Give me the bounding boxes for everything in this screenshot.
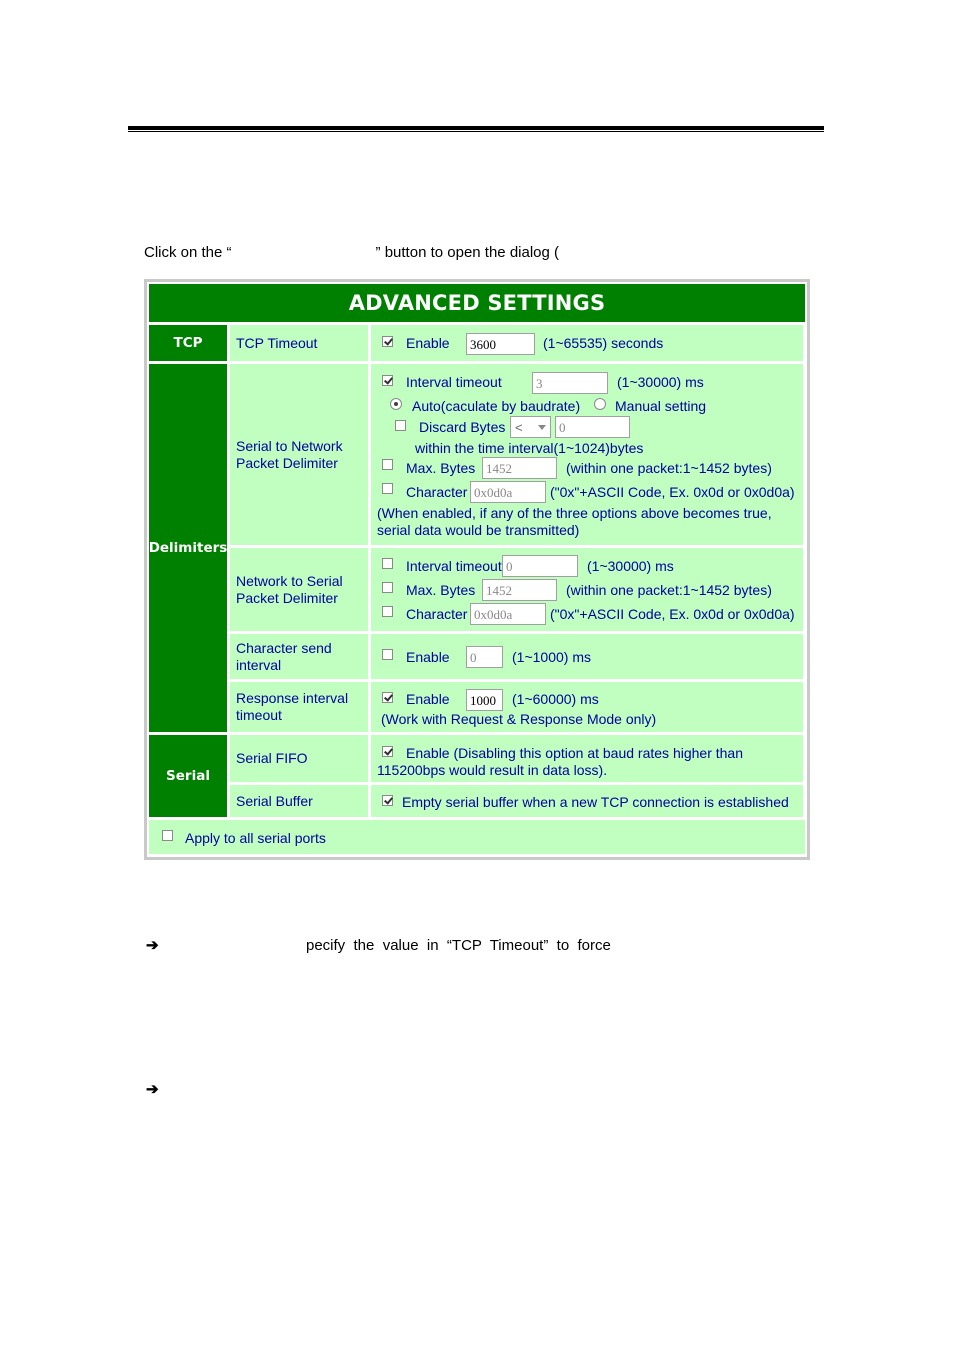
charsend-enable-label: Enable: [406, 649, 450, 665]
label-network-to-serial: Network to Serial Packet Delimiter: [230, 548, 368, 631]
s2n-character-checkbox[interactable]: [382, 483, 393, 494]
character-send-settings: [371, 634, 803, 679]
buffer-empty-checkbox[interactable]: [382, 795, 393, 806]
s2n-discard-label: Discard Bytes: [419, 419, 506, 435]
group-delimiters: Delimiters: [149, 364, 227, 732]
fifo-enable-checkbox[interactable]: [382, 746, 393, 757]
s2n-maxbytes-checkbox[interactable]: [382, 459, 393, 470]
s2n-interval-label: Interval timeout: [406, 374, 502, 390]
response-interval-settings: [371, 682, 803, 732]
s2n-character-input[interactable]: 0x0d0a: [470, 481, 546, 503]
resp-enable-checkbox[interactable]: [382, 692, 393, 703]
s2n-manual-radio[interactable]: [594, 398, 606, 410]
fifo-line2: 115200bps would result in data loss).: [377, 762, 608, 778]
n2s-interval-label: Interval timeout: [406, 558, 502, 574]
s2n-maxbytes-range: (within one packet:1~1452 bytes): [566, 460, 772, 476]
tcp-timeout-input[interactable]: 3600: [466, 333, 535, 355]
n2s-maxbytes-input[interactable]: 1452: [482, 579, 557, 601]
resp-input[interactable]: 1000: [466, 689, 503, 711]
s2n-interval-checkbox[interactable]: [382, 375, 393, 386]
s2n-character-note: ("0x"+ASCII Code, Ex. 0x0d or 0x0d0a): [550, 484, 795, 500]
n2s-character-input[interactable]: 0x0d0a: [470, 603, 546, 625]
n2s-interval-range: (1~30000) ms: [587, 558, 674, 574]
apply-all-row: [149, 820, 805, 854]
tcp-timeout-range: (1~65535) seconds: [543, 335, 664, 351]
header-rule: [128, 126, 824, 130]
tcp-timeout-settings: [371, 325, 803, 361]
s2n-note-line1: (When enabled, if any of the three options above becomes true,: [377, 505, 772, 521]
arrow-bullet-icon: ➔: [146, 1081, 159, 1098]
label-response-interval: Response interval timeout: [230, 682, 368, 732]
n2s-interval-input[interactable]: 0: [502, 555, 578, 577]
n2s-character-note: ("0x"+ASCII Code, Ex. 0x0d or 0x0d0a): [550, 606, 795, 622]
intro-text: Click on the “ ” button to open the dialog (: [144, 244, 560, 261]
s2n-interval-range: (1~30000) ms: [617, 374, 704, 390]
header-rule-thin: [128, 131, 824, 132]
bullet-text-1: pecify the value in “TCP Timeout” to force: [306, 937, 611, 954]
resp-range: (1~60000) ms: [512, 691, 599, 707]
resp-enable-label: Enable: [406, 691, 450, 707]
s2n-discard-input[interactable]: 0: [555, 416, 630, 438]
s2n-manual-label: Manual setting: [615, 398, 707, 414]
n2s-maxbytes-label: Max. Bytes: [406, 582, 476, 598]
n2s-character-label: Character: [406, 606, 468, 622]
serial-buffer-settings: [371, 785, 803, 817]
s2n-auto-radio[interactable]: [390, 398, 402, 410]
n2s-character-checkbox[interactable]: [382, 606, 393, 617]
s2n-maxbytes-input[interactable]: 1452: [482, 457, 557, 479]
n2s-interval-checkbox[interactable]: [382, 558, 393, 569]
s2n-auto-label: Auto(caculate by baudrate): [412, 398, 581, 414]
charsend-enable-checkbox[interactable]: [382, 649, 393, 660]
arrow-bullet-icon: ➔: [146, 937, 159, 954]
s2n-interval-input[interactable]: 3: [532, 372, 608, 394]
label-tcp-timeout: TCP Timeout: [230, 325, 368, 361]
fifo-line1: Enable (Disabling this option at baud rates higher than: [406, 745, 743, 761]
apply-all-label: Apply to all serial ports: [185, 830, 326, 846]
apply-all-checkbox[interactable]: [162, 830, 173, 841]
label-serial-buffer: Serial Buffer: [230, 785, 368, 817]
dialog-title: ADVANCED SETTINGS: [149, 284, 805, 322]
advanced-settings-dialog: [144, 279, 810, 860]
s2n-discard-operator-select[interactable]: <: [510, 416, 551, 438]
label-serial-to-network: Serial to Network Packet Delimiter: [230, 364, 368, 545]
serial-to-network-settings: [371, 364, 803, 545]
n2s-maxbytes-checkbox[interactable]: [382, 582, 393, 593]
n2s-maxbytes-range: (within one packet:1~1452 bytes): [566, 582, 772, 598]
s2n-maxbytes-label: Max. Bytes: [406, 460, 476, 476]
network-to-serial-settings: [371, 548, 803, 631]
s2n-note-line2: serial data would be transmitted): [377, 522, 580, 538]
group-serial: Serial: [149, 735, 227, 817]
resp-note: (Work with Request & Response Mode only): [381, 711, 657, 727]
label-serial-fifo: Serial FIFO: [230, 735, 368, 782]
charsend-input[interactable]: 0: [466, 646, 503, 668]
chevron-down-icon: [538, 425, 546, 430]
serial-fifo-settings: [371, 735, 803, 782]
tcp-timeout-enable-label: Enable: [406, 335, 450, 351]
s2n-character-label: Character: [406, 484, 468, 500]
s2n-discard-checkbox[interactable]: [395, 420, 406, 431]
buffer-empty-label: Empty serial buffer when a new TCP connection is established: [402, 794, 789, 810]
group-tcp: TCP: [149, 325, 227, 361]
tcp-timeout-enable-checkbox[interactable]: [382, 336, 393, 347]
s2n-discard-note: within the time interval(1~1024)bytes: [415, 440, 644, 456]
charsend-range: (1~1000) ms: [512, 649, 591, 665]
label-character-send-interval: Character send interval: [230, 634, 368, 679]
